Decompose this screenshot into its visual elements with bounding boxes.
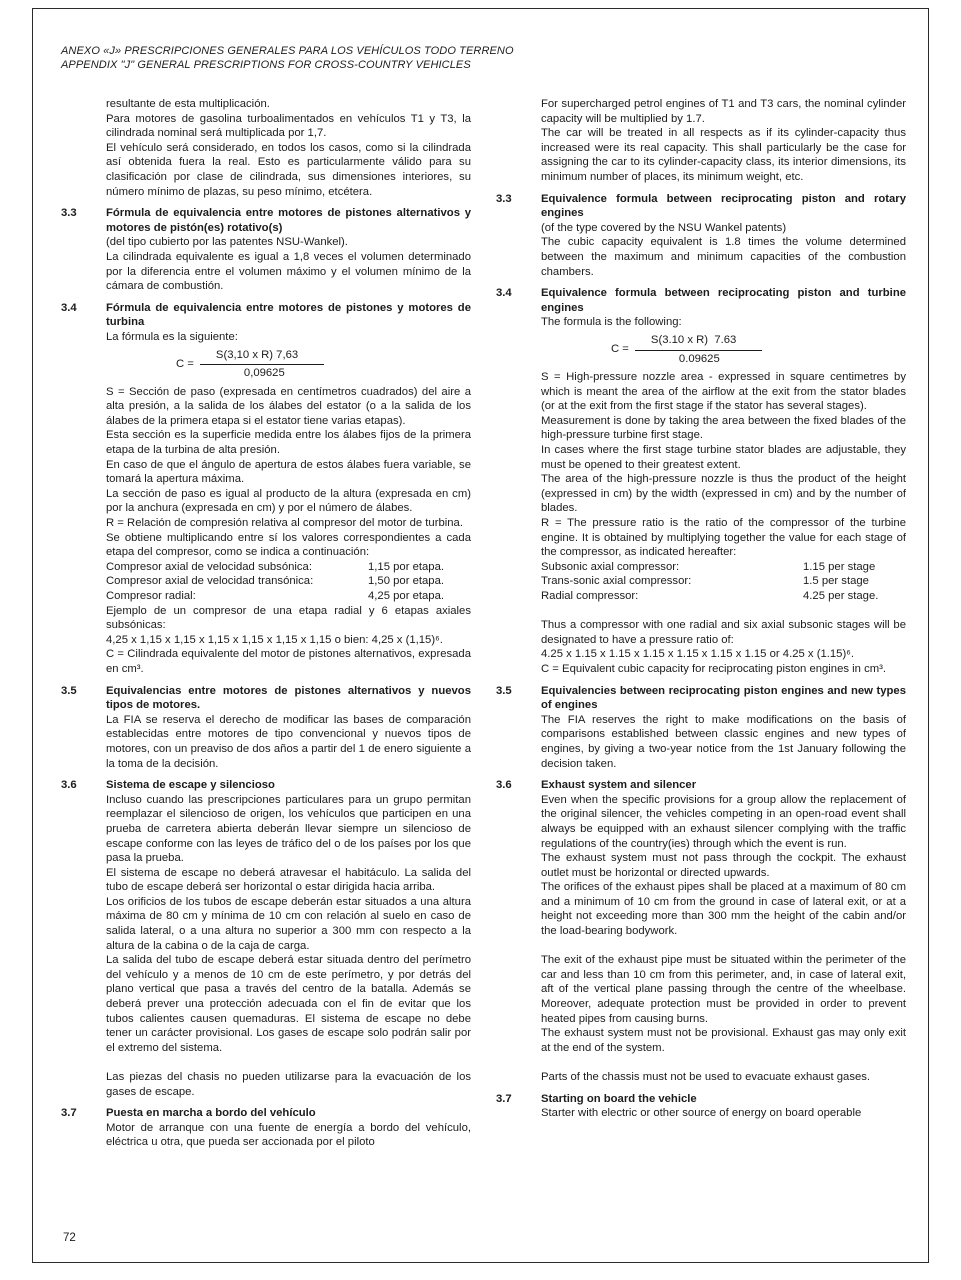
document-header [33, 9, 928, 72]
section [496, 286, 906, 676]
section-number [61, 97, 106, 199]
section-number: 3.4 [61, 301, 77, 314]
paragraph: Parts of the chassis must not be used to evacuate exhaust gases. [541, 1071, 871, 1083]
equation-numerator: S(3.10 x R) 7.63 [635, 333, 762, 351]
value-row [541, 589, 906, 604]
section-body [541, 97, 906, 185]
paragraph: Even when the specific provisions for a group allow the replacement of the original silencer, the vehicles competing in an open-road event shall always be equipped with an exhaust silencer complying with the traffic regulations of the country(ies) through which the event is run. [541, 793, 906, 850]
paragraph: El vehículo será considerado, en todos los casos, como si la cilindrada así obtenida fuera la real. Esto es particularmente válido para su clasificación por clase de cilindrada, sus dimensiones interiores, su número mínimo de plazas, su peso mínimo, etcétera. [106, 141, 471, 198]
equation-fraction [200, 348, 324, 381]
blank-line [541, 1055, 906, 1070]
section-number: 3.4 [496, 287, 512, 300]
section-number: 3.5 [61, 684, 77, 697]
value-amount: 4,25 por etapa. [368, 590, 445, 602]
section [496, 778, 906, 1084]
section [61, 301, 471, 677]
value-label: Radial compressor: [541, 590, 639, 602]
value-row [541, 574, 906, 589]
value-label: Subsonic axial compressor: [541, 560, 680, 573]
paragraph: Se obtiene multiplicando entre sí los valores correspondientes a cada etapa del compresor, como se indica a continuación: [106, 531, 471, 559]
equation-numerator: S(3,10 x R) 7,63 [200, 348, 324, 366]
value-label: Compresor axial de velocidad transónica: [106, 575, 314, 588]
section-body [541, 286, 906, 676]
section-heading: Exhaust system and silencer [541, 779, 697, 792]
column-spanish [61, 97, 471, 1150]
paragraph: S = High-pressure nozzle area - expressed in square centimetres by which is meant the area of the airflow at the exit from the stator blades (or at the exit from the first stage if the stator has several stages). [541, 371, 906, 413]
value-row [106, 574, 471, 589]
value-amount: 4.25 per stage. [803, 590, 879, 602]
paragraph: R = The pressure ratio is the ratio of the compressor of the turbine engine. It is obtained by multiplying together the value for each stage of the compressor, as indicated hereafter: [541, 517, 906, 559]
value-row [541, 560, 906, 575]
paragraph: Ejemplo de un compresor de una etapa radial y 6 etapas axiales subsónicas: [106, 604, 471, 632]
section [61, 206, 471, 294]
paragraph: 4,25 x 1,15 x 1,15 x 1,15 x 1,15 x 1,15 x 1,15 o bien: 4,25 x (1,15)⁶. [106, 633, 443, 646]
section [496, 192, 906, 280]
section-body [106, 206, 471, 294]
section-heading: Equivalence formula between reciprocating piston and turbine engines [541, 287, 906, 314]
equation-fraction [635, 333, 762, 366]
section [496, 684, 906, 772]
value-row [106, 589, 471, 604]
paragraph: R = Relación de compresión relativa al compresor del motor de turbina. [106, 517, 463, 530]
section-number: 3.3 [496, 192, 512, 205]
paragraph: The orifices of the exhaust pipes shall be placed at a maximum of 80 cm and a minimum of 10 cm from the ground in case of lateral exit, or at a height not exceeding more than 300 mm the height of the cabin and/or the load-bearing bodywork. [541, 881, 906, 938]
paragraph: El sistema de escape no deberá atravesar el habitáculo. La salida del tubo de escape deberá ser horizontal o estar dirigida hacia arriba. [106, 866, 471, 894]
section-heading: Equivalence formula between reciprocating piston and rotary engines [541, 192, 906, 220]
section-body [106, 97, 471, 199]
paragraph: (of the type covered by the NSU Wankel patents) [541, 221, 787, 234]
paragraph: The cubic capacity equivalent is 1.8 times the volume determined between the maximum and minimum capacities of the combustion chambers. [541, 236, 906, 278]
value-label: Compresor radial: [106, 590, 196, 602]
section [61, 1106, 471, 1150]
section-body [541, 684, 906, 772]
paragraph: C = Equivalent cubic capacity for reciprocating piston engines in cm³. [541, 662, 887, 675]
section-number: 3.7 [496, 1092, 512, 1105]
section-number: 3.3 [61, 207, 77, 220]
section [61, 97, 471, 199]
page-number: 72 [63, 1232, 76, 1244]
paragraph: La cilindrada equivalente es igual a 1,8 veces el volumen determinado por la diferencia entre el volumen máximo y el volumen mínimo de la cámara de combustión. [106, 250, 471, 293]
paragraph: La salida del tubo de escape deberá estar situada dentro del perímetro del vehículo y a menos de 10 cm de este perímetro, y por detrás del plano vertical que pasa a través del centro de la batalla. Además se deberá prever una protección adecuada con el fin de evitar que los tubos calientes causen quemaduras. El sistema de escape no debe tener un carácter provisional. Los gases de escape solo podrán salir por el extremo del sistema. [106, 954, 471, 1054]
paragraph: The exhaust system must not be provisional. Exhaust gas may only exit at the end of the system. [541, 1027, 906, 1054]
page-border-frame [32, 8, 929, 1263]
paragraph: The car will be treated in all respects as if its cylinder-capacity thus increased were its real capacity. This shall particularly be the case for assigning the car to its cylinder-capacity class, its interior dimensions, its minimum number of places, its minimum weight, etc. [541, 127, 906, 183]
blank-line [541, 939, 906, 954]
paragraph: Las piezas del chasis no pueden utilizarse para la evacuación de los gases de escape. [106, 1071, 471, 1098]
value-amount: 1,50 por etapa. [368, 575, 445, 588]
paragraph: S = Sección de paso (expresada en centímetros cuadrados) del aire a alta presión, a la salida de los álabes del estator (o a la salida de los álabes de la primera etapa si el estator tiene varias etapas). [106, 385, 471, 427]
section-heading: Starting on board the vehicle [541, 1092, 697, 1105]
equation-denominator: 0.09625 [678, 352, 720, 365]
section-heading: Sistema de escape y silencioso [106, 779, 275, 792]
section-heading: Fórmula de equivalencia entre motores de pistones alternativos y motores de pistón(es) rotativo(s) [106, 207, 471, 234]
paragraph: In cases where the first stage turbine stator blades are adjustable, they must be opened to their greatest extent. [541, 444, 906, 471]
value-amount: 1.5 per stage [803, 575, 869, 588]
paragraph: The formula is the following: [541, 316, 682, 329]
blank-line [541, 604, 906, 619]
equation-lhs: C = [611, 343, 629, 356]
section-heading: Equivalencias entre motores de pistones alternativos y nuevos tipos de motores. [106, 684, 471, 712]
paragraph: The FIA reserves the right to make modifications on the basis of comparisons established between classic engines and new types of engines, by giving a two-year notice from the 1st January following the decision taken. [541, 713, 906, 770]
section-number: 3.6 [496, 779, 512, 792]
equation [611, 333, 906, 366]
section-heading: Puesta en marcha a bordo del vehículo [106, 1107, 316, 1120]
paragraph: Motor de arranque con una fuente de energía a bordo del vehículo, eléctrica u otra, que pueda ser accionada por el piloto [106, 1121, 471, 1149]
paragraph: Esta sección es la superficie medida entre los álabes fijos de la primera etapa de la turbina de alta presión. [106, 429, 471, 457]
section-body [541, 778, 906, 1084]
value-row [106, 560, 471, 575]
section [61, 778, 471, 1099]
section-body [106, 778, 471, 1099]
header-line-english: APPENDIX "J" GENERAL PRESCRIPTIONS FOR CROSS-COUNTRY VEHICLES [61, 58, 471, 71]
section-heading: Equivalencies between reciprocating piston engines and new types of engines [541, 684, 906, 712]
equation-lhs: C = [176, 357, 194, 370]
paragraph: La FIA se reserva el derecho de modificar las bases de comparación establecidas entre motores de tipo convencional y nuevos tipos de motores, con un preaviso de dos años a partir del 1 de enero siguiente a la toma de la decisión. [106, 713, 471, 770]
paragraph: La sección de paso es igual al producto de la altura (expresada en cm) por la anchura (expresada en cm) y por el número de álabes. [106, 487, 471, 515]
paragraph: 4.25 x 1.15 x 1.15 x 1.15 x 1.15 x 1.15 x 1.15 or 4.25 x (1.15)⁶. [541, 648, 854, 661]
paragraph: Starter with electric or other source of energy on board operable [541, 1107, 862, 1120]
paragraph: Los orificios de los tubos de escape deberán estar situados a una altura máxima de 80 cm y mínima de 10 cm con relación al suelo en caso de salida lateral, o a una altura no superior a 300 mm con respecto a la altura de la cabina o de la caja de carga. [106, 895, 471, 952]
section [61, 684, 471, 772]
section-number: 3.6 [61, 779, 77, 792]
paragraph: Thus a compressor with one radial and six axial subsonic stages will be designated to have a pressure ratio of: [541, 619, 906, 646]
value-amount: 1.15 per stage [803, 560, 876, 573]
equation-denominator: 0,09625 [243, 367, 285, 380]
header-line-spanish: ANEXO «J» PRESCRIPCIONES GENERALES PARA LOS VEHÍCULOS TODO TERRENO [61, 45, 514, 57]
section-number: 3.5 [496, 684, 512, 697]
section-body [106, 301, 471, 677]
paragraph: C = Cilindrada equivalente del motor de pistones alternativos, expresada en cm³. [106, 648, 471, 675]
paragraph: For supercharged petrol engines of T1 and T3 cars, the nominal cylinder capacity will be multiplied by 1.7. [541, 98, 906, 125]
section [496, 97, 906, 185]
paragraph: La fórmula es la siguiente: [106, 330, 238, 343]
paragraph: Measurement is done by taking the area between the fixed blades of the high-pressure turbine first stage. [541, 414, 906, 442]
paragraph: The exit of the exhaust pipe must be situated within the perimeter of the car and less than 10 cm from this perimeter, and, in case of lateral exit, aft of the vertical plane passing through the centre of the wheelbase. Moreover, adequate protection must be provided in order to prevent heated pipes from causing burns. [541, 954, 906, 1025]
paragraph: The area of the high-pressure nozzle is thus the product of the height (expressed in cm) by the width (expressed in cm) and by the number of blades. [541, 473, 906, 515]
section-body [541, 1092, 906, 1121]
equation [176, 348, 471, 381]
value-label: Trans-sonic axial compressor: [541, 575, 692, 588]
paragraph: resultante de esta multiplicación. [106, 98, 270, 110]
paragraph: En caso de que el ángulo de apertura de estos álabes fuera variable, se tomará la apertura máxima. [106, 458, 471, 486]
section-body [106, 684, 471, 772]
section [496, 1092, 906, 1121]
section-body [106, 1106, 471, 1150]
paragraph: Para motores de gasolina turboalimentados en vehículos T1 y T3, la cilindrada nominal será multiplicada por 1,7. [106, 112, 471, 140]
value-label: Compresor axial de velocidad subsónica: [106, 560, 312, 573]
paragraph: (del tipo cubierto por las patentes NSU-Wankel). [106, 236, 348, 249]
two-column-body [33, 72, 928, 1150]
section-number [496, 97, 541, 185]
column-english [496, 97, 906, 1150]
section-number: 3.7 [61, 1107, 77, 1120]
section-body [541, 192, 906, 280]
value-amount: 1,15 por etapa. [368, 560, 445, 573]
paragraph: The exhaust system must not pass through the cockpit. The exhaust outlet must be horizontal or directed upwards. [541, 852, 906, 879]
section-heading: Fórmula de equivalencia entre motores de pistones y motores de turbina [106, 301, 471, 329]
paragraph: Incluso cuando las prescripciones particulares para un grupo permitan reemplazar el silencioso de origen, los vehículos que participen en una prueba de carretera abierta deberán llevar siempre un silencioso de escape conforme con las leyes de tráfico del o de los países por los que pasa la prueba. [106, 793, 471, 865]
blank-line [106, 1055, 471, 1070]
